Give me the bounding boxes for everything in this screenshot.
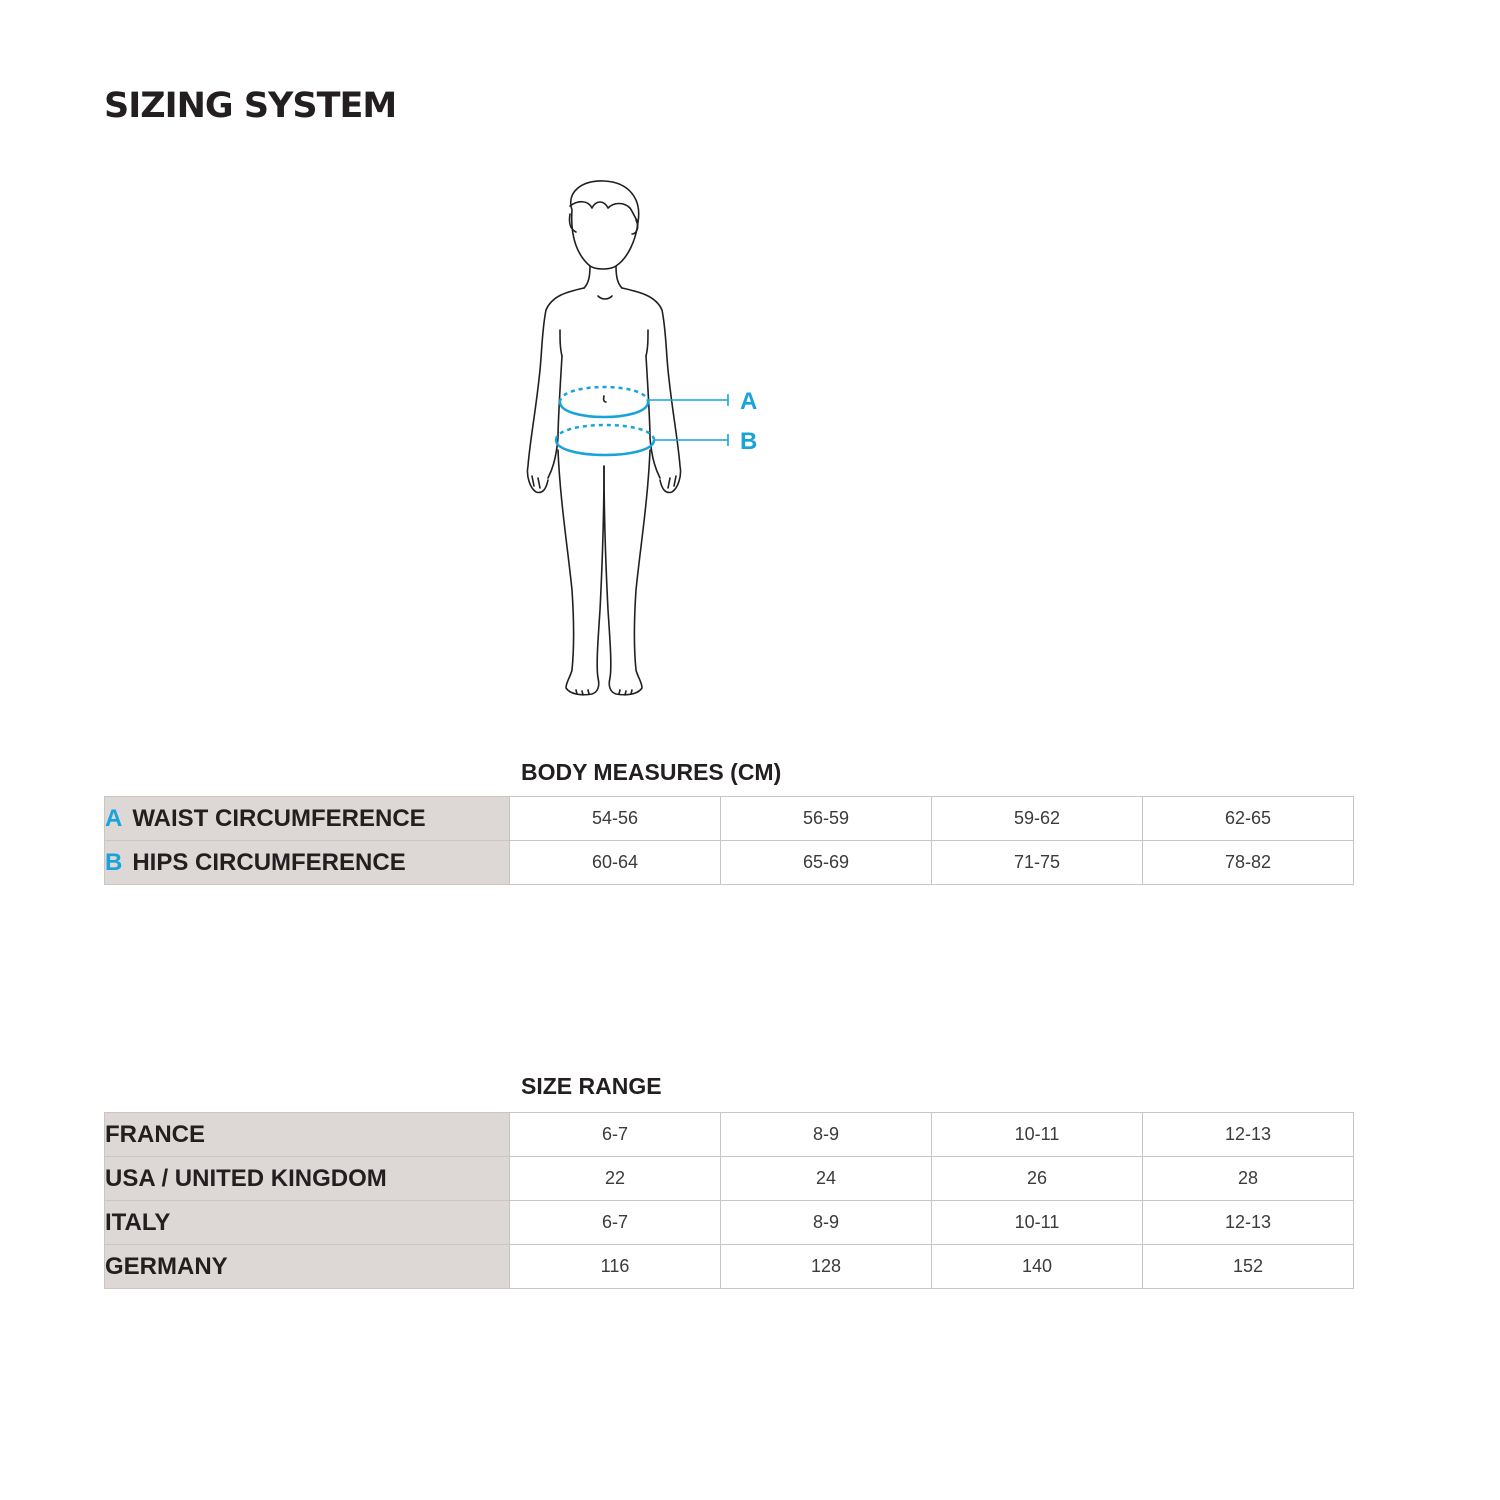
table-row xyxy=(105,797,1354,841)
table-row xyxy=(105,841,1354,885)
table-cell: 59-62 xyxy=(932,797,1143,841)
table-cell: 8-9 xyxy=(721,1201,932,1245)
table-cell: 24 xyxy=(721,1157,932,1201)
size-range-title: SIZE RANGE xyxy=(521,1073,662,1099)
child-figure-illustration xyxy=(500,170,800,710)
body-measures-table xyxy=(104,796,1354,885)
table-cell: 140 xyxy=(932,1245,1143,1289)
table-row xyxy=(105,1113,1354,1157)
table-cell: 78-82 xyxy=(1143,841,1354,885)
body-measures-title: BODY MEASURES (CM) xyxy=(521,759,782,785)
table-cell: 10-11 xyxy=(932,1201,1143,1245)
page-title: SIZING SYSTEM xyxy=(104,86,397,126)
table-row xyxy=(105,1157,1354,1201)
table-cell: 6-7 xyxy=(510,1113,721,1157)
table-cell: 60-64 xyxy=(510,841,721,885)
measure-letter-b: B xyxy=(105,848,123,876)
table-cell: 10-11 xyxy=(932,1113,1143,1157)
table-cell: 71-75 xyxy=(932,841,1143,885)
table-cell: 22 xyxy=(510,1157,721,1201)
table-row xyxy=(105,1245,1354,1289)
size-range-table xyxy=(104,1112,1354,1289)
hips-label: HIPS CIRCUMFERENCE xyxy=(132,848,406,876)
table-cell: 54-56 xyxy=(510,797,721,841)
row-label xyxy=(105,841,510,885)
table-cell: 128 xyxy=(721,1245,932,1289)
marker-a-label: A xyxy=(740,388,758,415)
table-cell: 56-59 xyxy=(721,797,932,841)
table-cell: 65-69 xyxy=(721,841,932,885)
table-cell: 28 xyxy=(1143,1157,1354,1201)
measurement-rings xyxy=(556,387,728,455)
country-label-germany: GERMANY xyxy=(105,1245,510,1289)
table-cell: 6-7 xyxy=(510,1201,721,1245)
country-label-italy: ITALY xyxy=(105,1201,510,1245)
table-cell: 12-13 xyxy=(1143,1201,1354,1245)
table-cell: 12-13 xyxy=(1143,1113,1354,1157)
table-cell: 26 xyxy=(932,1157,1143,1201)
table-cell: 8-9 xyxy=(721,1113,932,1157)
table-cell: 152 xyxy=(1143,1245,1354,1289)
row-label xyxy=(105,797,510,841)
child-outline xyxy=(527,181,680,695)
measure-letter-a: A xyxy=(105,804,123,832)
country-label-france: FRANCE xyxy=(105,1113,510,1157)
country-label-usa-uk: USA / UNITED KINGDOM xyxy=(105,1157,510,1201)
table-cell: 116 xyxy=(510,1245,721,1289)
table-row xyxy=(105,1201,1354,1245)
table-cell: 62-65 xyxy=(1143,797,1354,841)
marker-b-label: B xyxy=(740,428,758,455)
waist-label: WAIST CIRCUMFERENCE xyxy=(132,804,426,832)
